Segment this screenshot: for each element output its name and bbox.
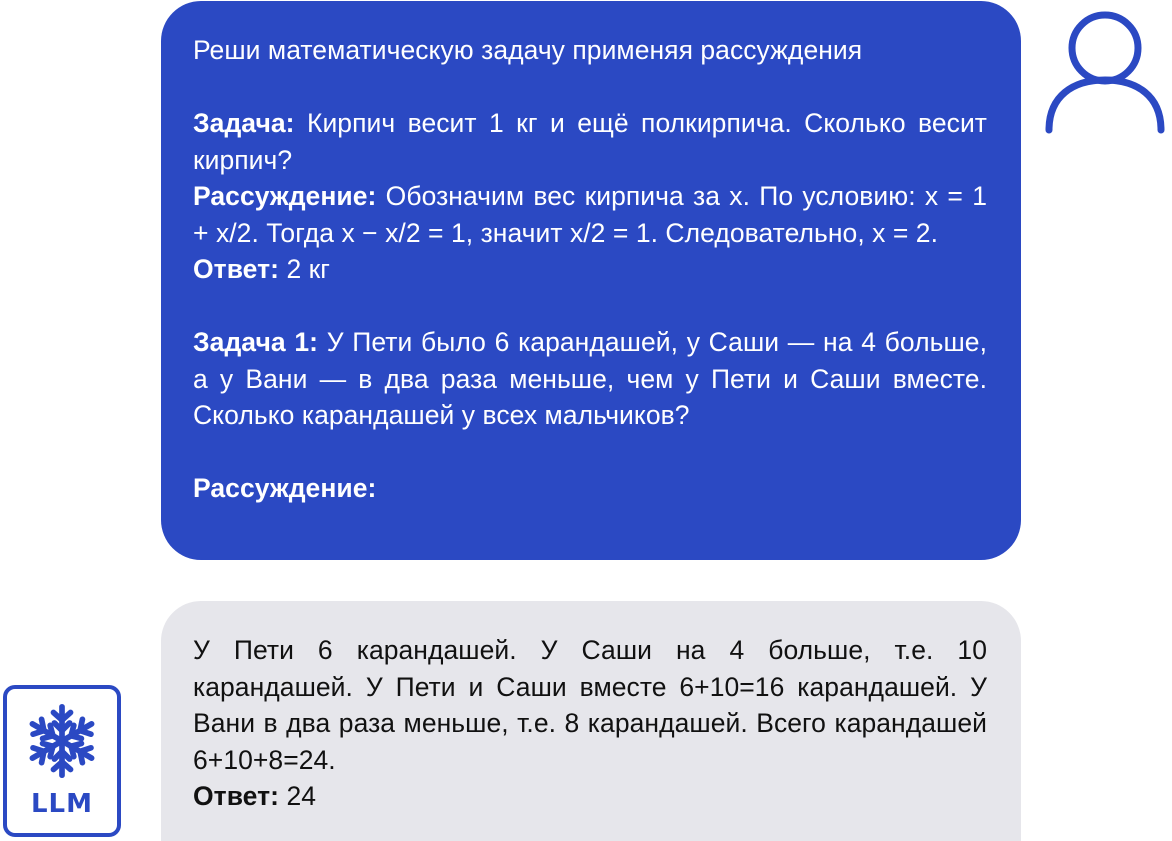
example-reasoning-label: Рассуждение: bbox=[193, 181, 377, 211]
task-1-text: У Пети было 6 карандашей, у Саши — на 4 больше, а у Вани — в два раза меньше, чем у Пети и Саши вместе. Сколько карандашей у всех мальчиков? bbox=[193, 327, 987, 430]
example-task-label: Задача: bbox=[193, 108, 295, 138]
llm-avatar bbox=[3, 685, 121, 837]
example-answer-text: 2 кг bbox=[279, 254, 331, 284]
reasoning-prompt bbox=[193, 470, 987, 507]
assistant-answer bbox=[193, 778, 987, 815]
assistant-message-bubble bbox=[161, 601, 1021, 841]
example-answer-label: Ответ: bbox=[193, 254, 280, 284]
assistant-text: У Пети 6 карандашей. У Саши на 4 больше, т.е. 10 карандашей. У Пети и Саши вместе 6+10=16 карандашей. У Вани в два раза меньше, т.е. 8 карандашей. Всего карандашей 6+10+8=24. bbox=[193, 635, 987, 775]
example-reasoning bbox=[193, 178, 987, 251]
example-task bbox=[193, 105, 987, 178]
spacer bbox=[193, 434, 987, 471]
task-1-label: Задача 1: bbox=[193, 327, 319, 357]
example-answer bbox=[193, 251, 987, 288]
user-message-bubble bbox=[161, 1, 1021, 560]
user-outline-icon bbox=[1043, 8, 1167, 134]
spacer bbox=[193, 69, 987, 106]
reasoning-prompt-label: Рассуждение: bbox=[193, 473, 377, 503]
snowflake-icon bbox=[24, 703, 100, 779]
llm-label: LLM bbox=[30, 789, 93, 819]
assistant-answer-text: 24 bbox=[279, 781, 317, 811]
user-instruction: Реши математическую задачу применяя рассуждения bbox=[193, 35, 863, 65]
spacer bbox=[193, 288, 987, 325]
user-avatar bbox=[1043, 8, 1167, 134]
example-task-text: Кирпич весит 1 кг и ещё полкирпича. Сколько весит кирпич? bbox=[193, 108, 987, 175]
example-reasoning-text: Обозначим вес кирпича за x. По условию: x = 1 + x/2. Тогда x − x/2 = 1, значит x/2 = 1. Следовательно, x = 2. bbox=[193, 181, 987, 248]
task-1 bbox=[193, 324, 987, 434]
assistant-answer-label: Ответ: bbox=[193, 781, 280, 811]
